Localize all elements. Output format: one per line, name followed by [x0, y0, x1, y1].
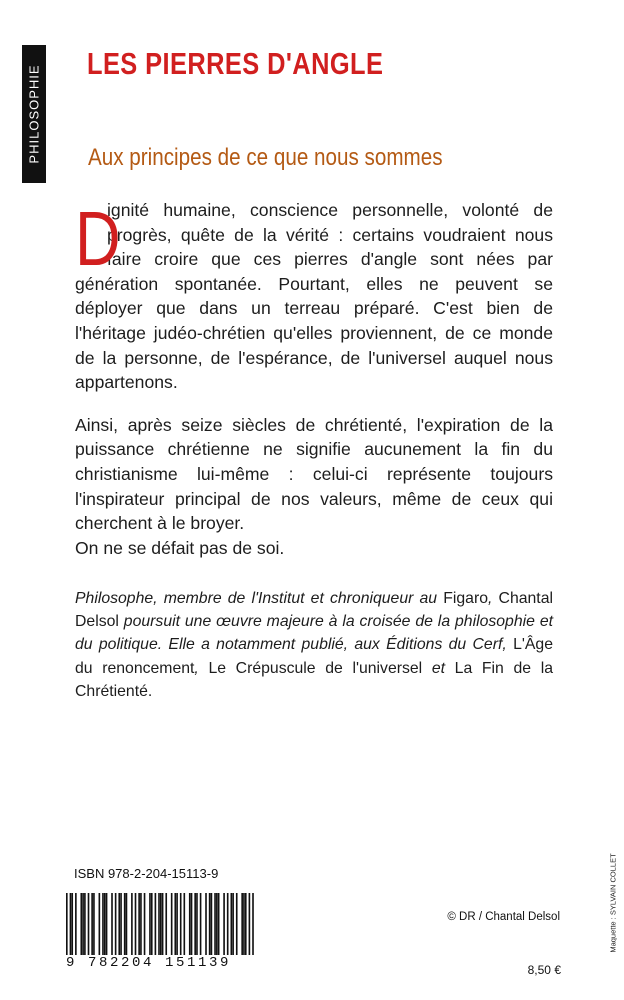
isbn-label: ISBN 978-2-204-15113-9 [74, 866, 219, 881]
photo-credit: © DR / Chantal Delsol [447, 911, 560, 923]
bio-sep-2: et [422, 659, 455, 677]
barcode-bar [184, 893, 186, 955]
bio-sep-1: , [194, 659, 209, 677]
barcode-bar [232, 893, 234, 955]
blurb-line-1: ignité humaine, conscience personnelle, volonté de [107, 200, 553, 220]
barcode-bar [104, 893, 106, 955]
barcode-bar [135, 893, 137, 955]
blurb-paragraph-3: On ne se défait pas de soi. [75, 537, 285, 558]
barcode-bar [120, 893, 122, 955]
barcode-bars [66, 893, 254, 955]
barcode-bar [209, 893, 211, 955]
bio-newspaper: Figaro [443, 590, 489, 607]
barcode-bar [111, 893, 113, 955]
barcode-bar [124, 893, 126, 955]
barcode-bar [155, 893, 157, 955]
collection-tab [22, 45, 46, 183]
barcode-bar [140, 893, 142, 955]
barcode-bar [82, 893, 84, 955]
barcode-bar [243, 893, 245, 955]
barcode-bar [171, 893, 173, 955]
barcode-bar [70, 893, 72, 955]
barcode-bar [66, 893, 68, 955]
bio-part-3: poursuit une œuvre majeure à la croisée de la philosophie et du politique. Elle a notamment publié, aux Éditions du Cerf, [75, 613, 553, 654]
barcode-bar [218, 893, 220, 955]
barcode-bar [88, 893, 90, 955]
barcode-bar [149, 893, 151, 955]
bio-book-2: Le Crépuscule de l'universel [208, 659, 423, 677]
barcode-bar [158, 893, 160, 955]
barcode-bar [236, 893, 238, 955]
barcode-bar [151, 893, 153, 955]
barcode-bar [249, 893, 251, 955]
bio-book-1: L'Âge du renoncement [75, 636, 553, 677]
barcode-digits: 9 782204 151139 [66, 955, 232, 971]
blurb-line-3: faire croire que ces pierres d'angle sont nées par [107, 249, 553, 270]
barcode-bar [191, 893, 193, 955]
barcode-bar [196, 893, 198, 955]
price: 8,50 € [527, 963, 561, 977]
barcode-bar [102, 893, 104, 955]
barcode-bar [144, 893, 146, 955]
barcode-bar [106, 893, 108, 955]
barcode-bar [200, 893, 202, 955]
blurb-paragraph-1-rest: génération spontanée. Pourtant, elles ne peuvent se déployer que dans un terreau préparé. C'est bien de l'héritage judéo-chrétien qu'elles proviennent, de ce monde de la personne, de l'espérance, de l'universel auquel nous appartenons. [75, 273, 553, 393]
author-bio [75, 587, 553, 703]
barcode-bar [162, 893, 164, 955]
barcode-bar [131, 893, 133, 955]
barcode-bar [180, 893, 182, 955]
barcode-bar [99, 893, 101, 955]
drop-cap: D [75, 196, 121, 282]
bio-part-1: Philosophe, membre de l'Institut et chroniqueur au [75, 590, 444, 607]
bio-end: . [147, 682, 153, 700]
book-subtitle: Aux principes de ce que nous sommes [88, 144, 443, 171]
barcode-bar [211, 893, 213, 955]
barcode-bar [118, 893, 120, 955]
barcode-bar [84, 893, 86, 955]
barcode-bar [223, 893, 225, 955]
barcode-bar [91, 893, 93, 955]
barcode-bar [126, 893, 128, 955]
blurb-paragraph-2: Ainsi, après seize siècles de chrétienté, l'expiration de la puissance chrétienne ne signifie aucunement la fin du christianisme lui-même : celui-ci représente toujours l'inspirateur principal de nos valeurs, même de ceux qui cherchent à le broyer. [75, 414, 553, 534]
barcode-bar [93, 893, 95, 955]
barcode-bar [194, 893, 196, 955]
barcode-bar [138, 893, 140, 955]
barcode-bar [205, 893, 207, 955]
bio-part-2: , [488, 590, 499, 607]
barcode-bar [165, 893, 167, 955]
barcode-bar [174, 893, 176, 955]
barcode-bar [245, 893, 247, 955]
barcode-bar [214, 893, 216, 955]
barcode-bar [216, 893, 218, 955]
barcode-bar [115, 893, 117, 955]
barcode-bar [160, 893, 162, 955]
barcode-bar [189, 893, 191, 955]
barcode [66, 893, 254, 957]
barcode-bar [227, 893, 229, 955]
bio-author-name: Chantal Delsol [75, 590, 553, 631]
blurb [75, 198, 553, 560]
barcode-bar [71, 893, 73, 955]
barcode-bar [231, 893, 233, 955]
barcode-bar [80, 893, 82, 955]
collection-label: PHILOSOPHIE [26, 64, 42, 164]
maquette-credit: Maquette : SYLVAIN COLLET [608, 853, 618, 953]
blurb-line-2: progrès, quête de la vérité : certains voudraient nous [107, 224, 553, 245]
blurb-paragraph-1 [75, 198, 553, 395]
barcode-bar [241, 893, 243, 955]
barcode-bar [176, 893, 178, 955]
bio-book-3: La Fin de la Chrétienté [75, 659, 553, 700]
barcode-bar [75, 893, 77, 955]
barcode-bar [252, 893, 254, 955]
book-title: LES PIERRES D'ANGLE [87, 46, 384, 81]
